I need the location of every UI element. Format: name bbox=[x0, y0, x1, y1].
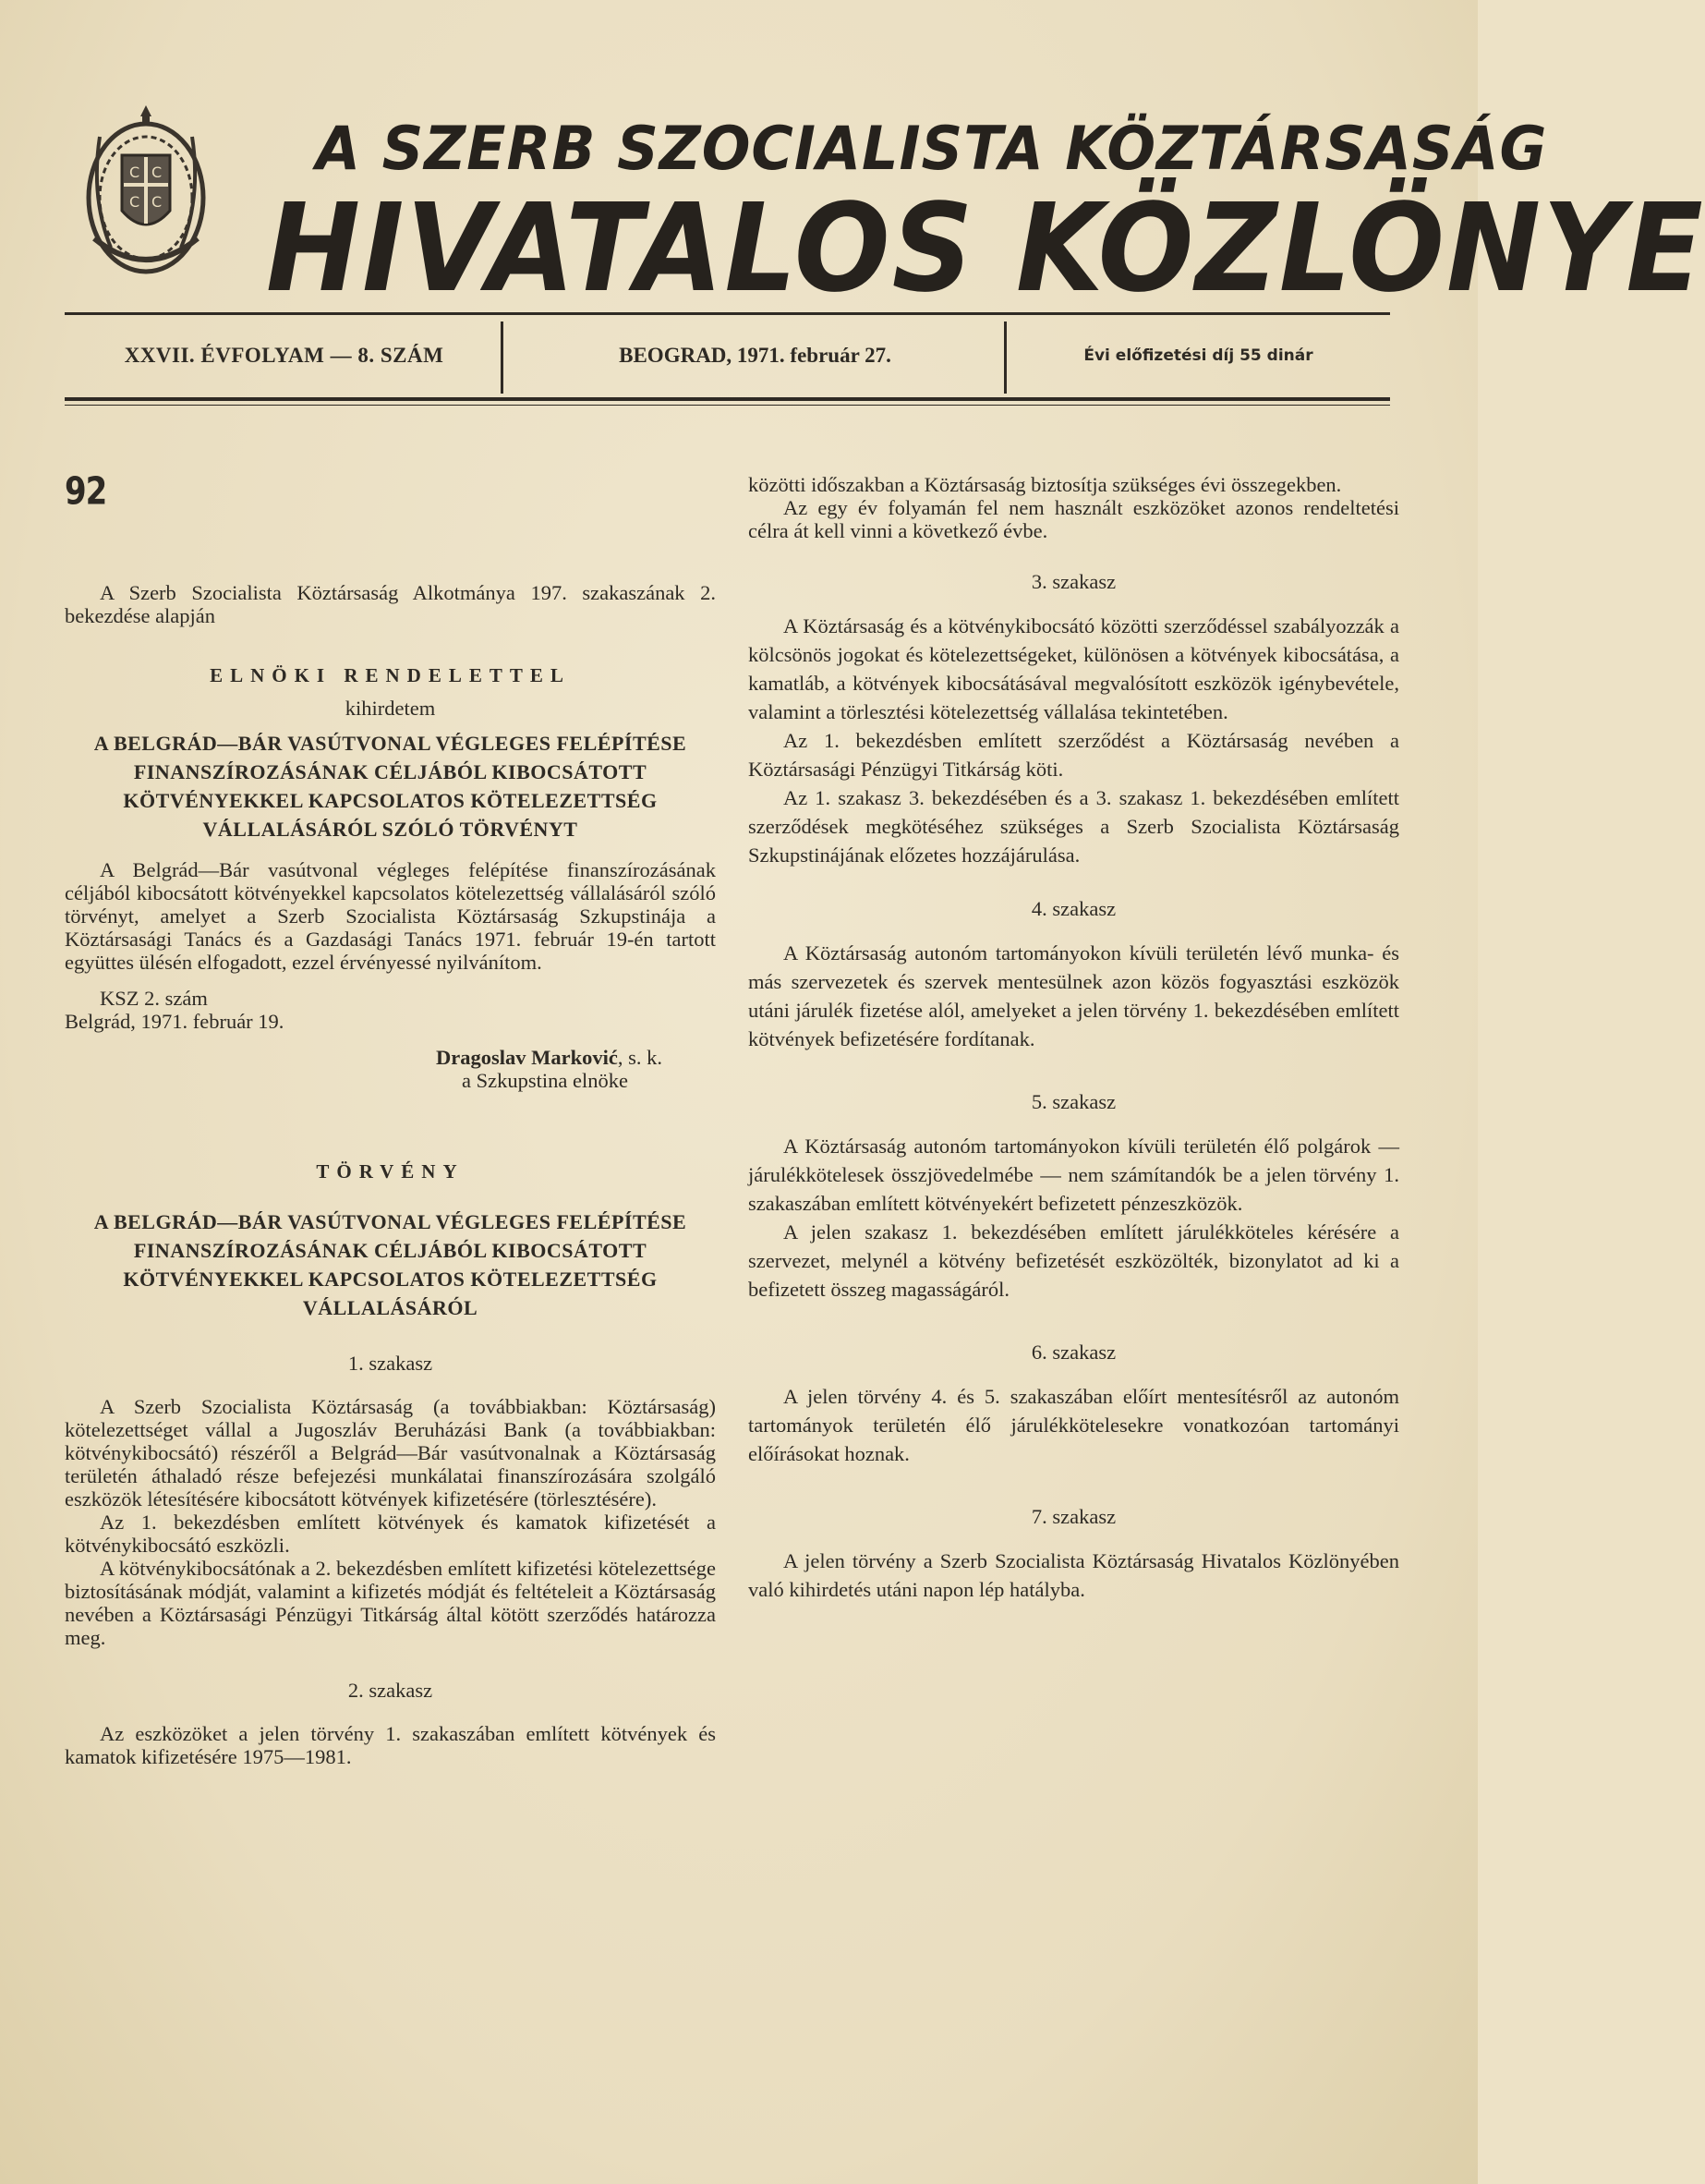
decree-heading: ELNÖKI RENDELETTEL bbox=[210, 664, 571, 686]
section-2-paragraph-2: Az egy év folyamán fel nem használt eszközöket azonos rendeltetési célra át kell vinni a következő évbe. bbox=[748, 496, 1399, 542]
reference-place-date: Belgrád, 1971. február 19. bbox=[65, 1010, 284, 1033]
issue-info-bar bbox=[65, 318, 1390, 394]
subscription-price: Évi előfizetési díj 55 dinár bbox=[1083, 346, 1313, 365]
signature-line bbox=[65, 1046, 716, 1069]
masthead-title-main: HIVATALOS KÖZLÖNYE bbox=[266, 177, 1705, 320]
law-title: A BELGRÁD—BÁR VASÚTVONAL VÉGLEGES FELÉPÍTÉSE FINANSZÍROZÁSÁNAK CÉLJÁBÓL KIBOCSÁTOTT KÖTVÉNYEKKEL KAPCSOLATOS KÖTELEZETTSÉG VÁLLALÁSÁRÓL bbox=[93, 1210, 687, 1319]
coat-of-arms-emblem bbox=[83, 100, 209, 285]
masthead-rule-top bbox=[65, 312, 1390, 315]
decree-text: A Belgrád—Bár vasútvonal végleges felépítése finanszírozásának céljából kibocsátott kötvényekkel kapcsolatos kötelezettség vállalásáról szóló törvényt, amelyet a Szerb Szocialista Köztársaság Szkupstinája a Köztársasági Tanács és a Gazdasági Tanács 1971. február 19-én tartott együttes ülésén elfogadott, ezzel érvényessé nyilvánítom. bbox=[65, 858, 716, 974]
masthead-rule-bottom-thin bbox=[65, 405, 1390, 406]
section-6-paragraph-1: A jelen törvény 4. és 5. szakaszában előírt mentesítésről az autonóm tartományok területén élő járulékkötelesekre vonatkozóan tartományi előírásokat hoznak. bbox=[748, 1385, 1399, 1465]
place-date: BEOGRAD, 1971. február 27. bbox=[619, 344, 891, 367]
signer-suffix: , s. k. bbox=[617, 1046, 662, 1069]
section-7-title: 7. szakasz bbox=[1031, 1505, 1117, 1528]
masthead bbox=[65, 92, 1705, 320]
section-1-paragraph-2: Az 1. bekezdésben említett kötvények és kamatok kifizetését a kötvénykibocsátó eszközli. bbox=[65, 1511, 716, 1557]
reference-number: KSZ 2. szám bbox=[100, 987, 208, 1010]
svg-text:C: C bbox=[151, 193, 163, 211]
proclaim-text: kihirdetem bbox=[345, 697, 436, 720]
signer-title: a Szkupstina elnöke bbox=[462, 1069, 628, 1092]
section-3-paragraph-3: Az 1. szakasz 3. bekezdésében és a 3. szakasz 1. bekezdésében említett szerződések megkötéséhez szükséges a Szerb Szocialista Köztársaság Szkupstinájának előzetes hozzájárulása. bbox=[748, 786, 1399, 867]
preamble: A Szerb Szocialista Köztársaság Alkotmánya 197. szakaszának 2. bekezdése alapján bbox=[65, 581, 716, 627]
svg-text:C: C bbox=[129, 193, 140, 211]
section-3-paragraph-1: A Köztársaság és a kötvénykibocsátó közötti szerződéssel szabályozzák a kölcsönös jogokat és kötelezettségeket, különösen a kötvények kibocsátása, a kamatláb, a kötvények kibocsátásával megvalósított eszközök igénybevétele, valamint a törlesztési kötelezettség vállalása tekintetében. bbox=[748, 614, 1399, 723]
section-5-paragraph-1: A Köztársaság autonóm tartományokon kívüli területén élő polgárok — járulékkötelesek összjövedelmébe — nem számítandók be a jelen törvény 1. szakaszában említett kötvényekért befizetett pénzeszközök. bbox=[748, 1134, 1399, 1215]
svg-text:C: C bbox=[151, 164, 163, 181]
masthead-title-top: A SZERB SZOCIALISTA KÖZTÁRSASÁG bbox=[316, 113, 1548, 184]
signer-name: Dragoslav Marković bbox=[436, 1046, 618, 1069]
law-heading: TÖRVÉNY bbox=[316, 1160, 465, 1183]
section-1-title: 1. szakasz bbox=[347, 1352, 433, 1375]
left-column bbox=[65, 462, 716, 1768]
section-1-paragraph-3: A kötvénykibocsátónak a 2. bekezdésben említett kifizetési kötelezettsége biztosításának módját, valamint a kifizetés módját és feltételeit a Köztársaság nevében a Köztársasági Pénzügyi Titkárság által kötött szerződés határozza meg. bbox=[65, 1557, 716, 1649]
section-5-title: 5. szakasz bbox=[1031, 1090, 1117, 1113]
section-3-paragraph-2: Az 1. bekezdésben említett szerződést a Köztársaság nevében a Köztársasági Pénzügyi Titkárság köti. bbox=[748, 729, 1399, 781]
section-2-title: 2. szakasz bbox=[347, 1679, 433, 1702]
document-number: 92 bbox=[65, 469, 107, 515]
section-2-continuation: közötti időszakban a Köztársaság biztosítja szükséges évi összegekben. bbox=[748, 473, 1342, 496]
masthead-rule-bottom bbox=[65, 397, 1390, 401]
volume-number: XXVII. ÉVFOLYAM — 8. SZÁM bbox=[124, 344, 444, 367]
section-5-paragraph-2: A jelen szakasz 1. bekezdésében említett járulékköteles kérésére a szervezet, melynél a kötvény befizetését eszközölték, bizonylatot ad ki a befizetett összeg magasságáról. bbox=[748, 1220, 1399, 1301]
right-column bbox=[748, 473, 1399, 1604]
section-6-title: 6. szakasz bbox=[1031, 1341, 1117, 1364]
section-3-title: 3. szakasz bbox=[1031, 570, 1117, 593]
section-4-paragraph-1: A Köztársaság autonóm tartományokon kívüli területén lévő munka- és más szervezetek és szervek mentesülnek azon közös fogyasztási eszközök utáni járulék fizetése alól, amelyeket a jelen törvény 1. bekezdésében említett kötvények befizetésére fordítanak. bbox=[748, 941, 1399, 1050]
section-4-title: 4. szakasz bbox=[1031, 897, 1117, 920]
law-title-proclaimed: A BELGRÁD—BÁR VASÚTVONAL VÉGLEGES FELÉPÍTÉSE FINANSZÍROZÁSÁNAK CÉLJÁBÓL KIBOCSÁTOTT KÖTVÉNYEKKEL KAPCSOLATOS KÖTELEZETTSÉG VÁLLALÁSÁRÓL SZÓLÓ TÖRVÉNYT bbox=[93, 732, 687, 841]
section-1-paragraph-1: A Szerb Szocialista Köztársaság (a továbbiakban: Köztársaság) kötelezettséget vállal a Jugoszláv Beruházási Bank (a továbbiakban: kötvénykibocsátó) részéről a Belgrád—Bár vasútvonalnak a Köztársaság területén áthaladó része befejezési munkálatai finanszírozására szolgáló eszközök létesítésére kibocsátott kötvények kifizetésére (törlesztésére). bbox=[65, 1395, 716, 1511]
section-7-paragraph-1: A jelen törvény a Szerb Szocialista Köztársaság Hivatalos Közlönyében való kihirdetés utáni napon lép hatályba. bbox=[748, 1549, 1399, 1601]
section-2-paragraph-1: Az eszközöket a jelen törvény 1. szakaszában említett kötvények és kamatok kifizetésére 1975—1981. bbox=[65, 1722, 716, 1768]
svg-text:C: C bbox=[129, 164, 140, 181]
